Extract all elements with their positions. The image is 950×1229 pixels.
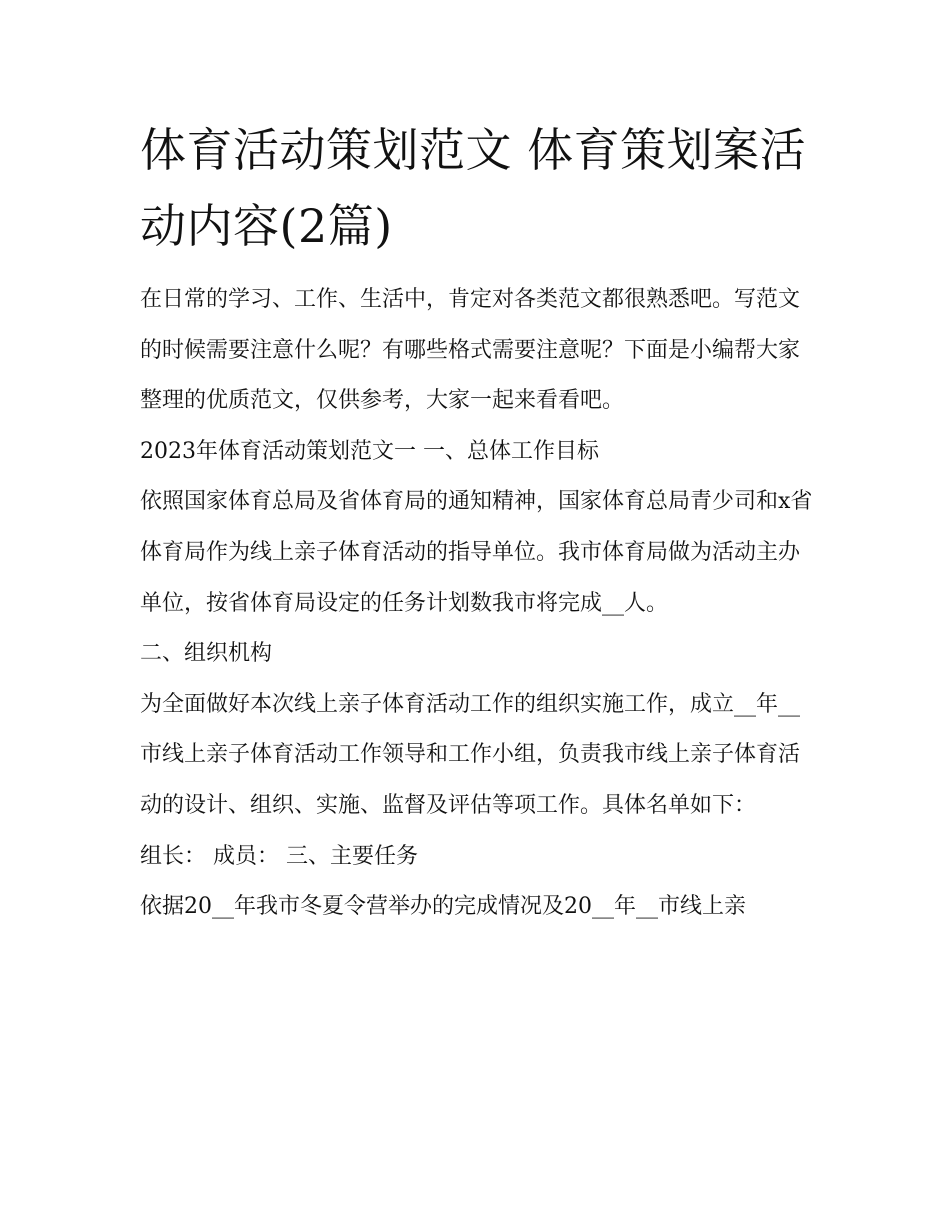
paragraph-section-heading-1: 2023年体育活动策划范文一 一、总体工作目标: [140, 438, 599, 464]
paragraph-intro: 在日常的学习、工作、生活中，肯定对各类范文都很熟悉吧。写范文的时候需要注意什么呢？有哪些格式需要注意呢？下面是小编帮大家整理的优质范文，仅供参考，大家一起来看看吧。: [140, 287, 801, 414]
document-title: 体育活动策划范文 体育策划案活动内容(2篇): [140, 123, 807, 253]
paragraph-organization: 为全面做好本次线上亲子体育活动工作的组织实施工作，成立__年__市线上亲子体育活动工作领导和工作小组，负责我市线上亲子体育活动的设计、组织、实施、监督及评估等项工作。具体名单如下：: [140, 691, 801, 818]
paragraph-section-heading-2: 二、组织机构: [140, 641, 273, 667]
paragraph-tasks: 依据20__年我市冬夏令营举办的完成情况及20__年__市线上亲: [140, 894, 746, 920]
document-body: [140, 275, 820, 933]
paragraph-goals: 依照国家体育总局及省体育局的通知精神，国家体育总局青少司和x省体育局作为线上亲子体育活动的指导单位。我市体育局做为活动主办单位，按省体育局设定的任务计划数我市将完成__人。: [140, 489, 813, 616]
paragraph-members: 组长： 成员： 三、主要任务: [140, 843, 418, 869]
